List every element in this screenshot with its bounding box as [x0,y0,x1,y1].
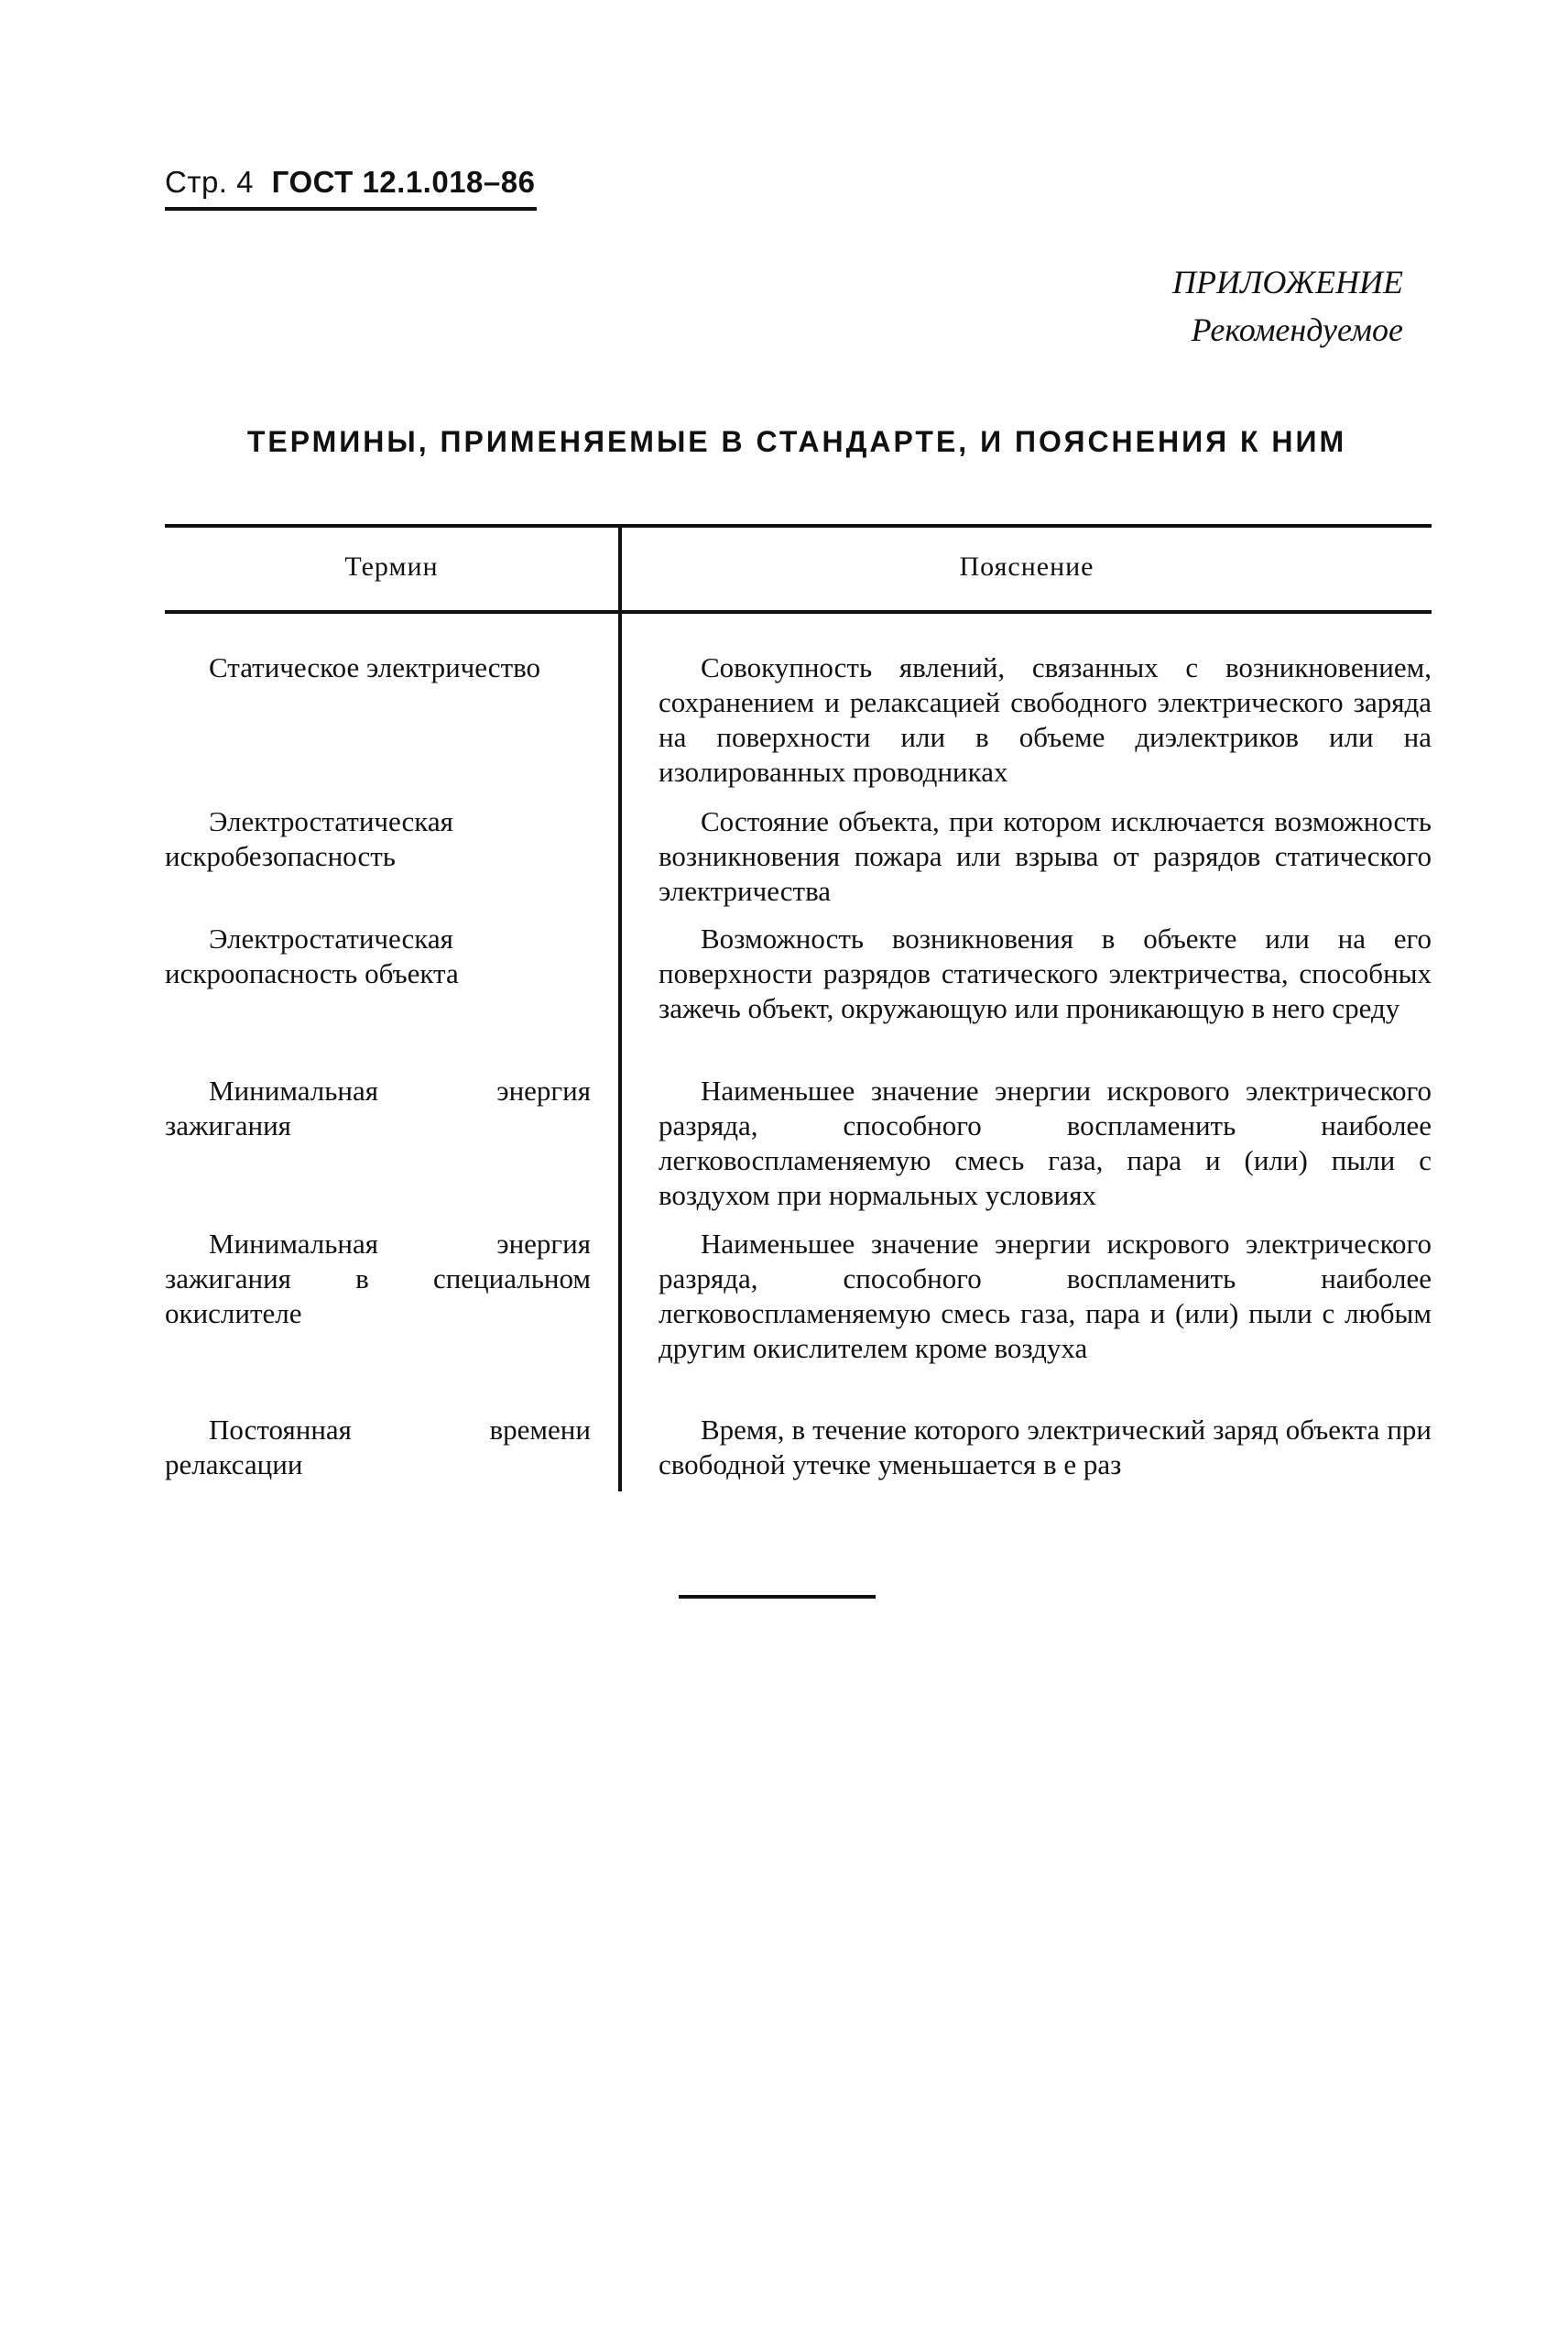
appendix-label-block [1172,258,1403,354]
page-title: ТЕРМИНЫ, ПРИМЕНЯЕМЫЕ В СТАНДАРТЕ, И ПОЯСНЕНИЯ К НИМ [246,425,1347,458]
appendix-label: ПРИЛОЖЕНИЕ [1172,264,1403,300]
table-header-rule [165,610,1432,614]
explanation-cell: Состояние объекта, при котором исключается возможность возникновения пожара или взрыва от разрядов статического электричества [659,805,1432,907]
column-header-explanation: Пояснение [959,551,1094,582]
running-header [165,165,535,200]
explanation-cell: Возможность возникновения в объекте или на его поверхности разрядов статического электричества, способных зажечь объект, окружающую или проникающую в него среду [659,923,1432,1024]
term-cell: Электростатическая искробезопасность [165,805,453,872]
column-header-term: Термин [344,551,439,582]
term-cell: Электростатическая искроопасность объекта [165,923,459,989]
term-cell: Статическое электричество [209,651,541,683]
table-top-rule [165,524,1432,528]
header-underline [165,207,537,211]
term-cell: Минимальная энергия зажигания в специальном окислителе [165,1228,591,1329]
explanation-cell: Наименьшее значение энергии искрового электрического разряда, способного воспламенить наиболее легковоспламеняемую смесь газа, пара и (или) пыли с воздухом при нормальных условиях [659,1075,1432,1211]
explanation-cell: Наименьшее значение энергии искрового электрического разряда, способного воспламенить наиболее легковоспламеняемую смесь газа, пара и (или) пыли с любым другим окислителем кроме воздуха [659,1228,1432,1364]
table-column-divider [618,524,622,1491]
explanation-cell: Совокупность явлений, связанных с возникновением, сохранением и релаксацией свободного электрического заряда на поверхности или в объеме диэлектриков или на изолированных проводниках [659,651,1432,788]
end-of-document-rule [679,1595,876,1599]
appendix-status: Рекомендуемое [1191,311,1403,348]
explanation-cell: Время, в течение которого электрический заряд объекта при свободной утечке уменьшается в e раз [659,1414,1432,1480]
standard-code: ГОСТ 12.1.018–86 [271,165,536,199]
term-cell: Минимальная энергия зажигания [165,1075,591,1141]
page-number: Стр. 4 [165,165,254,199]
term-cell: Постоянная времени релаксации [165,1414,591,1480]
